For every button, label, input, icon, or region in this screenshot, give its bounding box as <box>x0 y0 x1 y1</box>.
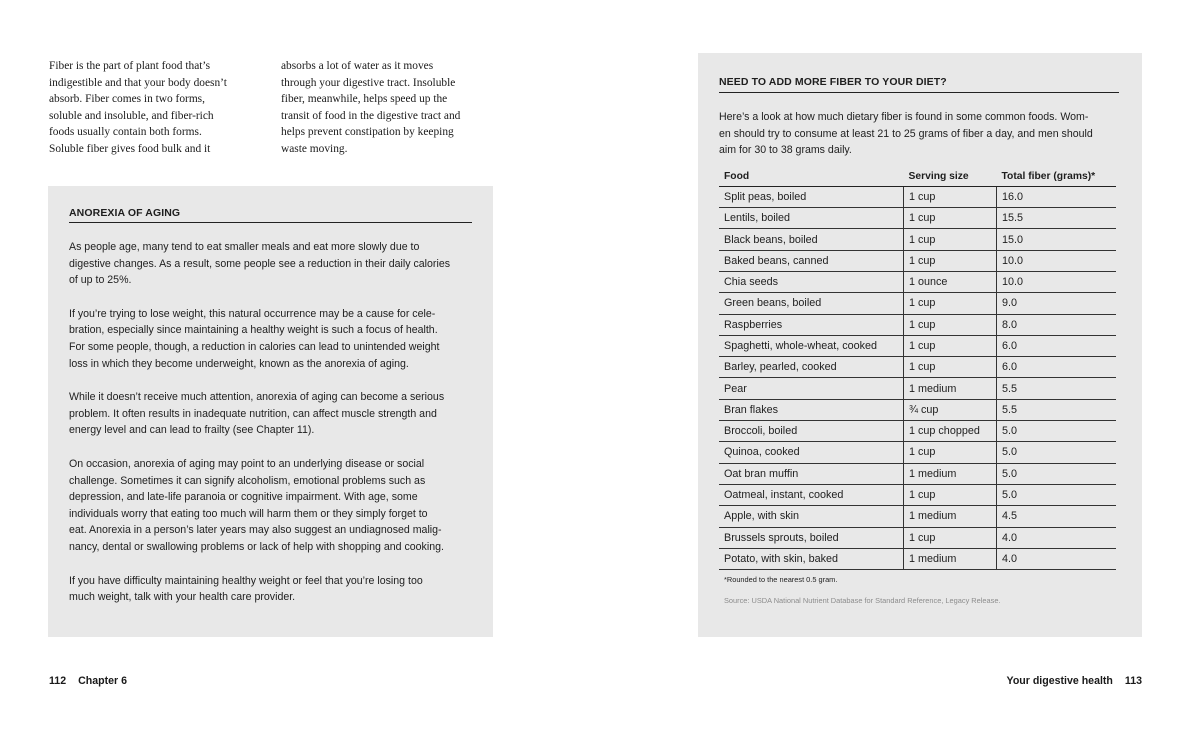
header-total-fiber: Total fiber (grams)* <box>997 168 1117 187</box>
sidebar-title: ANOREXIA OF AGING <box>69 207 472 223</box>
serving-size-cell: 1 medium <box>904 378 997 399</box>
table-row <box>719 314 1116 335</box>
fiber-grams-cell: 4.5 <box>997 506 1117 527</box>
table-row <box>719 527 1116 548</box>
section-label: Your digestive health <box>1006 675 1113 687</box>
table-row <box>719 229 1116 250</box>
food-cell: Bran flakes <box>719 399 904 420</box>
table-row <box>719 378 1116 399</box>
fiber-box-intro: Here’s a look at how much dietary fiber is found in some common foods. Wom- en should try to consume at least 21 to 25 grams of fiber a day, and men should aim for 30 to 38 grams daily. <box>719 111 1093 157</box>
food-cell: Oat bran muffin <box>719 463 904 484</box>
serving-size-cell: 1 cup <box>904 293 997 314</box>
table-row <box>719 421 1116 442</box>
serving-size-cell: 1 cup <box>904 335 997 356</box>
footer-right <box>1007 675 1142 687</box>
food-cell: Lentils, boiled <box>719 208 904 229</box>
table-row <box>719 208 1116 229</box>
fiber-grams-cell: 16.0 <box>997 186 1117 207</box>
serving-size-cell: 1 ounce <box>904 271 997 292</box>
anorexia-sidebar <box>48 186 493 637</box>
table-row <box>719 271 1116 292</box>
table-row <box>719 506 1116 527</box>
serving-size-cell: ¾ cup <box>904 399 997 420</box>
serving-size-cell: 1 cup <box>904 229 997 250</box>
fiber-grams-cell: 15.5 <box>997 208 1117 229</box>
fiber-grams-cell: 5.0 <box>997 463 1117 484</box>
table-row <box>719 463 1116 484</box>
food-cell: Barley, pearled, cooked <box>719 357 904 378</box>
fiber-grams-cell: 4.0 <box>997 527 1117 548</box>
food-cell: Spaghetti, whole-wheat, cooked <box>719 335 904 356</box>
fiber-table-body <box>719 186 1116 569</box>
serving-size-cell: 1 cup <box>904 250 997 271</box>
serving-size-cell: 1 cup <box>904 314 997 335</box>
fiber-grams-cell: 5.0 <box>997 442 1117 463</box>
serving-size-cell: 1 cup <box>904 357 997 378</box>
food-cell: Broccoli, boiled <box>719 421 904 442</box>
fiber-grams-cell: 9.0 <box>997 293 1117 314</box>
food-cell: Quinoa, cooked <box>719 442 904 463</box>
table-header-row <box>719 168 1116 187</box>
fiber-grams-cell: 5.0 <box>997 484 1117 505</box>
food-cell: Black beans, boiled <box>719 229 904 250</box>
food-cell: Split peas, boiled <box>719 186 904 207</box>
body-text-column-1: Fiber is the part of plant food that’s indigestible and that your body doesn’t absorb. Fiber comes in two forms, soluble and insoluble, and fiber-rich foods usually contain both forms. Soluble fiber gives food bulk and it <box>49 60 227 155</box>
fiber-grams-cell: 4.0 <box>997 548 1117 569</box>
fiber-grams-cell: 5.0 <box>997 421 1117 442</box>
fiber-grams-cell: 5.5 <box>997 378 1117 399</box>
table-row <box>719 484 1116 505</box>
fiber-table <box>719 168 1116 570</box>
fiber-grams-cell: 6.0 <box>997 335 1117 356</box>
food-cell: Baked beans, canned <box>719 250 904 271</box>
serving-size-cell: 1 medium <box>904 548 997 569</box>
fiber-box-title: NEED TO ADD MORE FIBER TO YOUR DIET? <box>719 76 1119 93</box>
table-row <box>719 293 1116 314</box>
table-row <box>719 335 1116 356</box>
table-footnote: *Rounded to the nearest 0.5 gram. <box>724 575 838 585</box>
sidebar-paragraph: If you’re trying to lose weight, this natural occurrence may be a cause for cele- bration, especially since maintaining a healthy weight is such a focus of health. For some people, though, a reduction in calories can lead to unintended weight loss in which they become underweight, known as the anorexia of aging. <box>69 307 440 370</box>
header-food: Food <box>719 168 904 187</box>
sidebar-paragraph: On occasion, anorexia of aging may point to an underlying disease or social challenge. Sometimes it can signify alcoholism, emotional problems such as depression, and late-life paranoia or cognitive impairment. With age, some individuals worry that eating too much will harm them or they simply forget to eat. Anorexia in a person’s later years may also suggest an undiagnosed malig- nancy, dental or swallowing problems or lack of help with shopping and cooking. <box>69 457 444 553</box>
table-row <box>719 250 1116 271</box>
serving-size-cell: 1 cup <box>904 484 997 505</box>
serving-size-cell: 1 medium <box>904 463 997 484</box>
table-row <box>719 186 1116 207</box>
fiber-grams-cell: 8.0 <box>997 314 1117 335</box>
footer-left <box>49 675 127 687</box>
serving-size-cell: 1 cup <box>904 442 997 463</box>
serving-size-cell: 1 medium <box>904 506 997 527</box>
sidebar-paragraph: As people age, many tend to eat smaller meals and eat more slowly due to digestive changes. As a result, some people see a reduction in their daily calories of up to 25%. <box>69 241 451 287</box>
food-cell: Chia seeds <box>719 271 904 292</box>
sidebar-paragraph: While it doesn’t receive much attention, anorexia of aging can become a serious problem. It often results in inadequate nutrition, can affect muscle strength and energy level and can lead to frailty (see Chapter 11). <box>69 391 445 437</box>
chapter-label: Chapter 6 <box>78 675 127 687</box>
food-cell: Brussels sprouts, boiled <box>719 527 904 548</box>
fiber-box <box>698 53 1142 637</box>
serving-size-cell: 1 cup <box>904 186 997 207</box>
table-row <box>719 357 1116 378</box>
food-cell: Oatmeal, instant, cooked <box>719 484 904 505</box>
fiber-grams-cell: 6.0 <box>997 357 1117 378</box>
fiber-grams-cell: 10.0 <box>997 250 1117 271</box>
fiber-grams-cell: 10.0 <box>997 271 1117 292</box>
body-text-column-2: absorbs a lot of water as it moves through your digestive tract. Insoluble fiber, meanwhile, helps speed up the transit of food in the digestive tract and helps prevent constipation by keeping waste moving. <box>281 60 461 155</box>
table-source: Source: USDA National Nutrient Database for Standard Reference, Legacy Release. <box>724 596 1001 606</box>
table-row <box>719 399 1116 420</box>
table-row <box>719 548 1116 569</box>
header-serving-size: Serving size <box>904 168 997 187</box>
sidebar-paragraph: If you have difficulty maintaining healthy weight or feel that you’re losing too much weight, talk with your health care provider. <box>69 574 423 604</box>
food-cell: Pear <box>719 378 904 399</box>
fiber-grams-cell: 5.5 <box>997 399 1117 420</box>
food-cell: Potato, with skin, baked <box>719 548 904 569</box>
page-number-left: 112 <box>49 675 67 687</box>
serving-size-cell: 1 cup <box>904 527 997 548</box>
food-cell: Raspberries <box>719 314 904 335</box>
food-cell: Green beans, boiled <box>719 293 904 314</box>
page-number-right: 113 <box>1124 675 1142 687</box>
serving-size-cell: 1 cup <box>904 208 997 229</box>
fiber-grams-cell: 15.0 <box>997 229 1117 250</box>
food-cell: Apple, with skin <box>719 506 904 527</box>
table-row <box>719 442 1116 463</box>
serving-size-cell: 1 cup chopped <box>904 421 997 442</box>
